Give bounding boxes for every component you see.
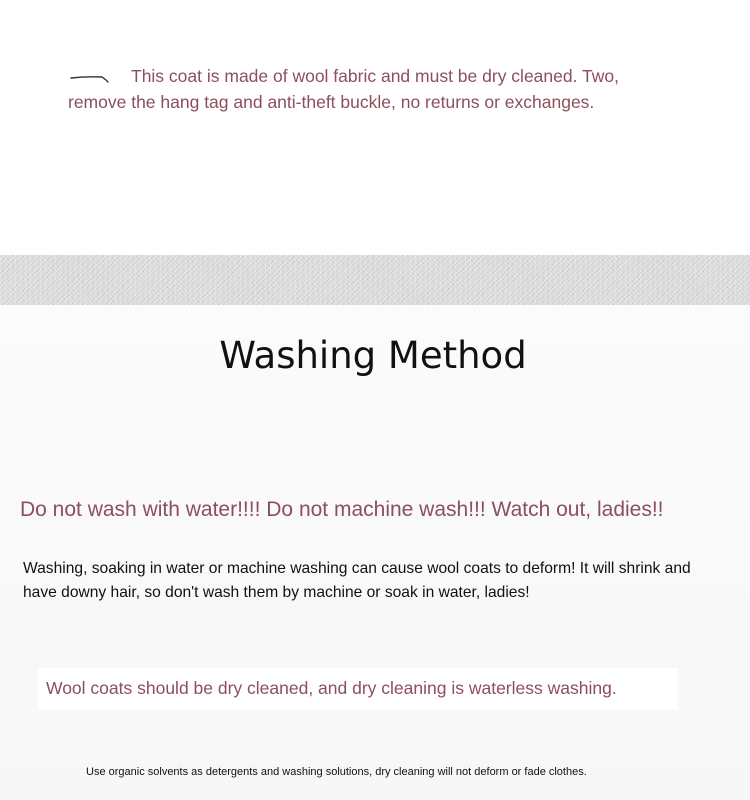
decorative-texture-band xyxy=(0,255,750,305)
dry-clean-note: Wool coats should be dry cleaned, and dry cleaning is waterless washing. xyxy=(46,678,617,698)
care-notice-text: This coat is made of wool fabric and must be dry cleaned. Two, remove the hang tag and anti-theft buckle, no returns or exchanges. xyxy=(68,66,619,112)
footnote-text: Use organic solvents as detergents and washing solutions, dry cleaning will not deform or fade clothes. xyxy=(86,766,587,778)
warning-text: Do not wash with water!!!! Do not machine wash!!! Watch out, ladies!! xyxy=(20,498,664,521)
explanation-text: Washing, soaking in water or machine washing can cause wool coats to deform! It will shrink and have downy hair, so don't wash them by machine or soak in water, ladies! xyxy=(23,560,691,601)
care-notice-section xyxy=(0,0,750,255)
section-title: Washing Method xyxy=(219,334,527,377)
